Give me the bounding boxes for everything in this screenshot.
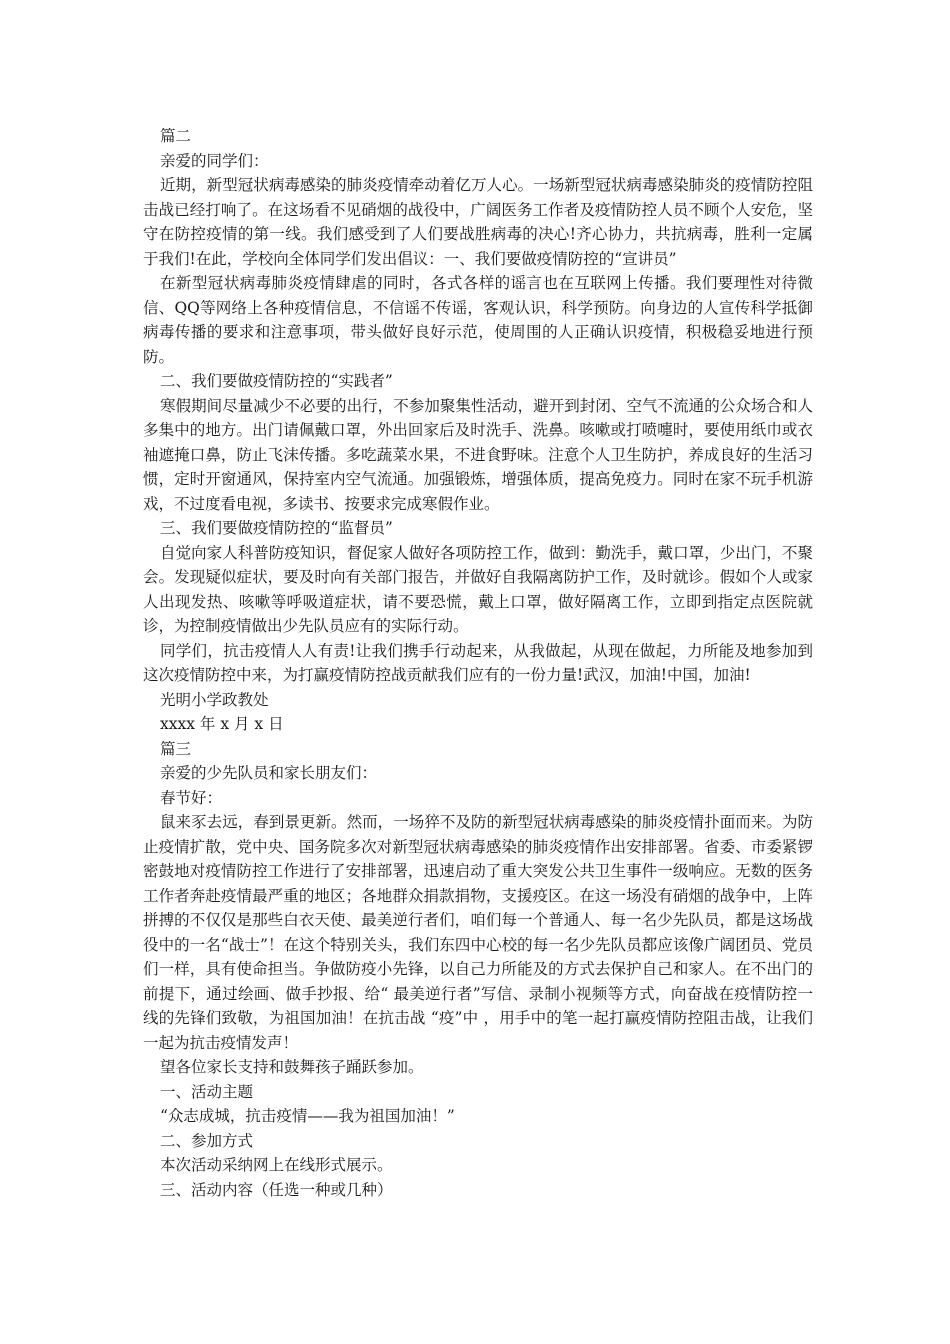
date: xxxx 年 x 月 x 日 (160, 715, 284, 733)
greeting: 亲爱的少先队员和家长朋友们： (160, 764, 378, 782)
paragraph: 寒假期间尽量减少不必要的出行，不参加聚集性活动，避开到封闭、空气不流通的公众场合和人多集中的地方。出门请佩戴口罩，外出回家后及时洗手、洗鼻。咳嗽或打喷嚏时，要使用纸巾或衣袖遮掩口鼻，防止飞沫传播。多吃蔬菜水果，不进食野味。注意个人卫生防护，养成良好的生活习惯，定时开窗通风，保持室内空气流通。加强锻炼，增强体质，提高免疫力。同时在家不玩手机游戏，不过度看电视，多读书、按要求完成寒假作业。 (143, 396, 813, 513)
subsection-heading: 二、我们要做疫情防控的“实践者” (160, 372, 393, 390)
paragraph: 在新型冠状病毒肺炎疫情肆虐的同时，各式各样的谣言也在互联网上传播。我们要理性对待微信、QQ等网络上各种疫情信息，不信谣不传谣，客观认识，科学预防。向身边的人宣传科学抵御病毒传播的要求和注意事项，带头做好良好示范，使周围的人正确认识疫情，积极稳妥地进行预防。 (143, 274, 813, 366)
paragraph: 近期，新型冠状病毒感染的肺炎疫情牵动着亿万人心。一场新型冠状病毒感染肺炎的疫情防控阻击战已经打响了。在这场看不见硝烟的战役中，广阔医务工作者及疫情防控人员不顾个人安危，坚守在防控疫情的第一线。我们感受到了人们要战胜病毒的决心!齐心协力，共抗病毒，胜利一定属于我们!在此，学校向全体同学们发出倡议：一、我们要做疫情防控的“宣讲员” (143, 176, 813, 268)
list-item-value: “众志成城，抗击疫情——我为祖国加油！” (160, 1107, 455, 1125)
section-heading: 篇二 (160, 127, 192, 145)
paragraph: 同学们，抗击疫情人人有责!让我们携手行动起来，从我做起，从现在做起，力所能及地参加到这次疫情防控中来，为打赢疫情防控战贡献我们应有的一份力量!武汉，加油!中国，加油! (143, 641, 813, 684)
list-item-heading: 二、参加方式 (160, 1131, 254, 1150)
paragraph: 望各位家长支持和鼓舞孩子踊跃参加。 (160, 1058, 424, 1076)
paragraph: 鼠来豕去远，春到景更新。然而，一场猝不及防的新型冠状病毒感染的肺炎疫情扑面而来。为防止疫情扩散，党中央、国务院多次对新型冠状病毒感染的肺炎疫情作出安排部署。省委、市委紧锣密鼓地对疫情防控工作进行了安排部署，迅速启动了重大突发公共卫生事件一级响应。无数的医务工作者奔赴疫情最严重的地区；各地群众捐款捐物，支援疫区。在这一场没有硝烟的战争中，上阵拼搏的不仅仅是那些白衣天使、最美逆行者们，咱们每一个普通人、每一名少先队员，都是这场战役中的一名“战士”！在这个特别关头，我们东四中心校的每一名少先队员都应该像广阔团员、党员们一样，具有使命担当。争做防疫小先锋，以自己力所能及的方式去保护自己和家人。在不出门的前提下，通过绘画、做手抄报、给“ 最美逆行者”写信、录制小视频等方式，向奋战在疫情防控一线的先锋们致敬，为祖国加油！在抗击战 “疫”中 ，用手中的笔一起打赢疫情防控阻击战，让我们一起为抗击疫情发声！ (143, 813, 813, 1052)
greeting: 亲爱的同学们： (160, 151, 269, 170)
greeting: 春节好： (160, 788, 223, 807)
document-page (143, 124, 813, 1202)
section-heading: 篇三 (160, 739, 192, 758)
paragraph: 自觉向家人科普防疫知识，督促家人做好各项防控工作，做到：勤洗手，戴口罩，少出门，不聚会。发现疑似症状，要及时向有关部门报告，并做好自我隔离防护工作，及时就诊。假如个人或家人出现发热、咳嗽等呼吸道症状，请不要恐慌，戴上口罩，做好隔离工作，立即到指定点医院就诊，为控制疫情做出少先队员应有的实际行动。 (143, 543, 813, 635)
list-item-heading: 三、活动内容（任选一种或几种） (160, 1180, 393, 1199)
subsection-heading: 三、我们要做疫情防控的“监督员” (160, 519, 393, 537)
signature: 光明小学政教处 (160, 690, 269, 709)
list-item-heading: 一、活动主题 (160, 1082, 254, 1101)
list-item-value: 本次活动采纳网上在线形式展示。 (160, 1156, 393, 1174)
